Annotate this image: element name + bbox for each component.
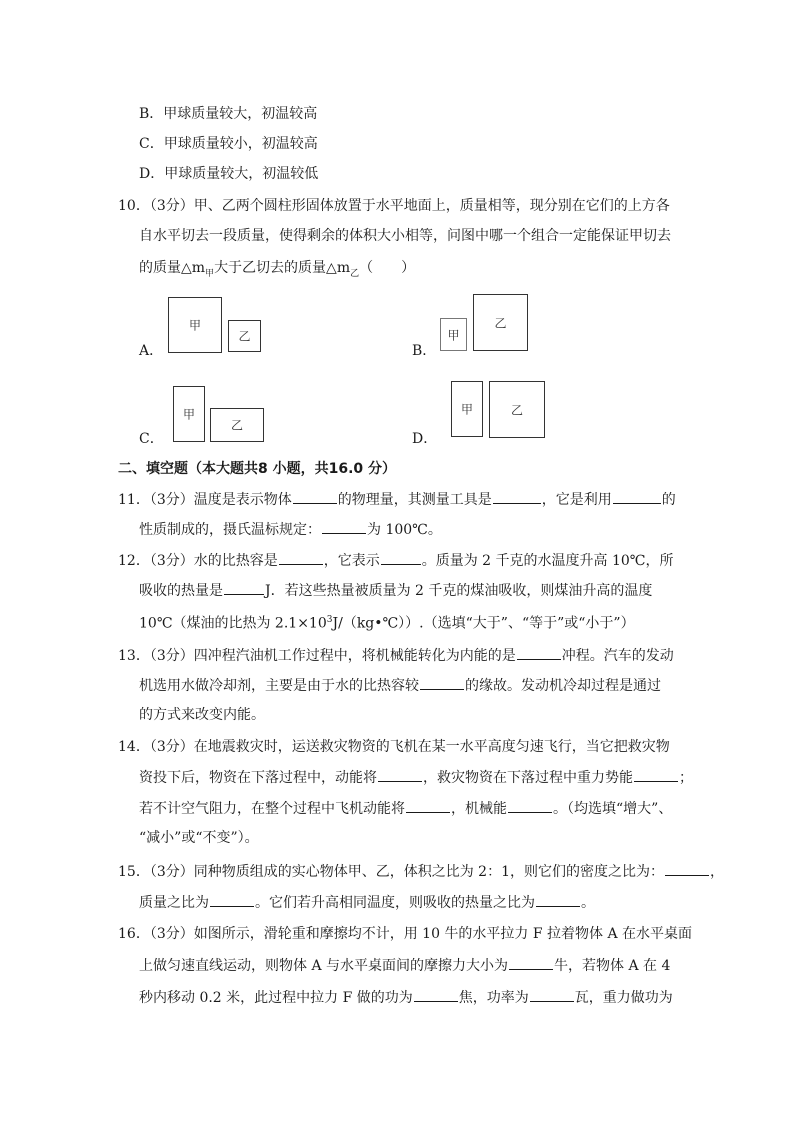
q12-text: J/（kg•℃））.（选填“大于”、“等于”或“小于”）: [332, 615, 635, 632]
q12-line-1: [118, 550, 673, 571]
q16-text: 上做匀速直线运动，则物体 A 与水平桌面间的摩擦力大小为: [139, 958, 509, 974]
q11-text: 的物理量，其测量工具是: [337, 492, 492, 508]
q13-line-2: [139, 675, 661, 696]
q9-option-b: [139, 104, 317, 124]
q9-option-c: [139, 134, 318, 154]
answer-blank[interactable]: [224, 580, 264, 595]
answer-blank[interactable]: [508, 798, 552, 813]
cylinder-label: 乙: [510, 403, 523, 417]
answer-blank[interactable]: [279, 550, 323, 565]
q15-text: 。它们若升高相同温度，则吸收的热量之比为: [255, 895, 535, 911]
cylinder-label: 甲: [447, 328, 460, 342]
q11-text: 的: [661, 492, 676, 508]
q10-option-b-label: B．: [412, 343, 437, 359]
superscript: 3: [326, 615, 333, 625]
q14-line-4: “减小”或“不变”）。: [139, 830, 259, 846]
q10-line-3: [139, 258, 415, 284]
q11-text: 为 100℃。: [367, 522, 442, 538]
cylinder-label: 甲: [188, 318, 201, 333]
cylinder-jia-figure: [451, 381, 483, 437]
answer-blank[interactable]: [293, 489, 337, 504]
option-text: 甲球质量较小，初温较高: [163, 136, 318, 152]
cylinder-jia-figure: [168, 297, 222, 353]
answer-blank[interactable]: [517, 645, 561, 660]
option-text: 甲球质量较大，初温较高: [163, 106, 318, 122]
cylinder-yi-figure: [210, 408, 264, 442]
q9-option-d: [139, 164, 318, 184]
q16-text: 牛，若物体 A 在 4: [554, 958, 671, 974]
q14-line-1: 14．（3分）在地震救灾时，运送救灾物资的飞机在某一水平高度匀速飞行，当它把救灾物: [118, 739, 670, 755]
q14-text: ，机械能: [451, 801, 507, 817]
subscript-jia: 甲: [205, 268, 215, 279]
q16-line-2: [139, 955, 670, 976]
q10-line-1: 10．（3分）甲、乙两个圆柱形固体放置于水平地面上，质量相等，现分别在它们的上方各: [118, 198, 670, 214]
answer-blank[interactable]: [536, 892, 580, 907]
q15-text: ，: [709, 864, 724, 880]
cylinder-label: 乙: [238, 329, 251, 344]
q11-text: 性质制成的，摄氏温标规定：: [139, 522, 321, 538]
option-label: D．: [139, 166, 165, 182]
q14-text: 若不计空气阻力，在整个过程中飞机动能将: [139, 801, 405, 817]
q12-text: ，它表示: [323, 553, 380, 569]
q10-option-c-label: C．: [139, 431, 164, 447]
cylinder-jia-figure: [173, 386, 205, 442]
q13-line-1: [118, 645, 674, 666]
q14-line-3: [139, 798, 672, 819]
cylinder-label: 乙: [494, 316, 507, 330]
answer-paren: （ ）: [359, 260, 416, 276]
q12-text: J．若这些热量被质量为 2 千克的煤油吸收，则煤油升高的温度: [265, 583, 653, 599]
q14-text: ；: [679, 770, 693, 786]
q15-text: 质量之比为: [139, 895, 209, 911]
q11-line-2: [139, 519, 442, 540]
q11-text: ，它是利用: [541, 492, 612, 508]
q12-text: 12．（3分）水的比热容是: [118, 553, 278, 569]
subscript-yi: 乙: [350, 268, 360, 279]
answer-blank[interactable]: [406, 798, 450, 813]
q14-line-2: [139, 767, 693, 788]
q10-text: 大于乙切去的质量△m: [214, 260, 351, 276]
q16-text: 秒内移动 0.2 米，此过程中拉力 F 做的功为: [139, 990, 413, 1006]
cylinder-yi-figure: [228, 320, 261, 352]
answer-blank[interactable]: [381, 550, 421, 565]
section-heading: 二、填空题（本大题共8 小题，共16.0 分）: [118, 461, 397, 477]
answer-blank[interactable]: [210, 892, 254, 907]
answer-blank[interactable]: [378, 767, 422, 782]
cylinder-yi-figure: [489, 381, 545, 438]
q13-text: 的缘故。发动机冷却过程是通过: [465, 678, 661, 694]
q14-text: 资投下后，物资在下落过程中，动能将: [139, 770, 377, 786]
q12-text: 。质量为 2 千克的水温度升高 10℃，所: [421, 553, 674, 569]
q13-text: 冲程。汽车的发动: [561, 648, 674, 664]
answer-blank[interactable]: [322, 519, 366, 534]
q16-text: 瓦，重力做功为: [574, 990, 673, 1006]
q16-line-1: 16．（3分）如图所示，滑轮重和摩擦均不计，用 10 牛的水平拉力 F 拉着物体 A 在水平桌面: [118, 926, 693, 942]
q14-text: 。（均选填“增大”、: [553, 801, 673, 817]
q16-text: 焦，功率为: [458, 990, 529, 1006]
q10-option-d-label: D．: [412, 431, 438, 447]
cylinder-label: 甲: [460, 402, 473, 417]
cylinder-jia-figure: [440, 318, 467, 351]
answer-blank[interactable]: [509, 955, 553, 970]
option-text: 甲球质量较大，初温较低: [164, 166, 319, 182]
answer-blank[interactable]: [530, 987, 574, 1002]
q10-option-a-label: A．: [139, 343, 164, 359]
q10-text: 的质量△m: [139, 260, 206, 276]
q13-text: 13．（3分）四冲程汽油机工作过程中，将机械能转化为内能的是: [118, 648, 516, 664]
q11-line-1: [118, 489, 676, 510]
q10-line-2: 自水平切去一段质量，使得剩余的体积大小相等，问图中哪一个组合一定能保证甲切去: [139, 228, 671, 244]
q15-text: 15．（3分）同种物质组成的实心物体甲、乙，体积之比为 2：1，则它们的密度之比为：: [118, 864, 664, 880]
answer-blank[interactable]: [665, 861, 709, 876]
q14-text: ，救灾物资在下落过程中重力势能: [423, 770, 633, 786]
option-label: C．: [139, 136, 164, 152]
q15-text: 。: [581, 895, 595, 911]
answer-blank[interactable]: [613, 489, 661, 504]
q15-line-1: [118, 861, 724, 882]
q12-line-2: [139, 580, 652, 601]
q12-line-3: [139, 610, 635, 634]
q13-text: 机选用水做冷却剂，主要是由于水的比热容较: [139, 678, 419, 694]
answer-blank[interactable]: [634, 767, 678, 782]
cylinder-yi-figure: [473, 294, 528, 351]
answer-blank[interactable]: [420, 675, 464, 690]
q13-line-3: 的方式来改变内能。: [139, 707, 265, 723]
cylinder-label: 甲: [182, 407, 195, 422]
q12-text: 吸收的热量是: [139, 583, 223, 599]
answer-blank[interactable]: [414, 987, 458, 1002]
q12-text: 10℃（煤油的比热为 2.1×10: [139, 615, 327, 632]
q15-line-2: [139, 892, 595, 913]
q11-text: 11．（3分）温度是表示物体: [118, 492, 292, 508]
answer-blank[interactable]: [493, 489, 541, 504]
cylinder-label: 乙: [230, 418, 243, 433]
q16-line-3: [139, 987, 673, 1008]
option-label: B．: [139, 106, 164, 122]
